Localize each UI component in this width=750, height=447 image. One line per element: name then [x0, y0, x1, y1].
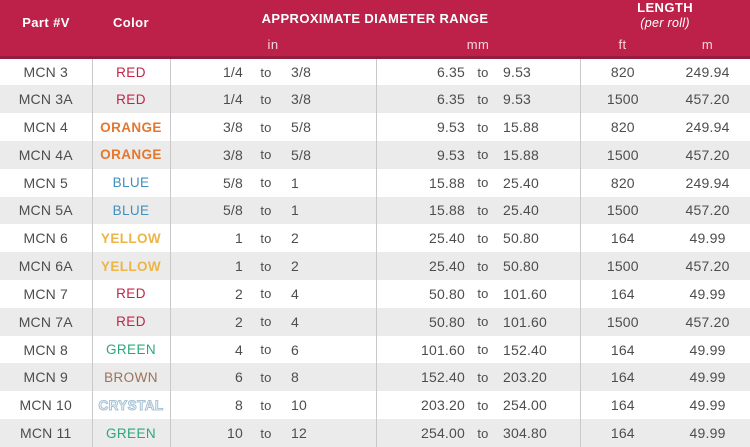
diameter-in-max-cell: 12 [284, 419, 376, 447]
range-to-label: to [470, 169, 496, 197]
range-to-label: to [470, 363, 496, 391]
color-cell: CRYSTAL [92, 391, 170, 419]
diameter-in-min-cell: 3/8 [170, 113, 248, 141]
color-cell: ORANGE [92, 113, 170, 141]
length-m-cell: 49.99 [665, 336, 750, 364]
diameter-in-min-cell: 1/4 [170, 85, 248, 113]
length-ft-cell: 1500 [580, 197, 665, 225]
table-row [0, 419, 750, 447]
part-number-cell: MCN 6 [0, 224, 92, 252]
range-to-label: to [470, 308, 496, 336]
part-number-cell: MCN 9 [0, 363, 92, 391]
range-to-label: to [470, 391, 496, 419]
length-m-cell: 457.20 [665, 252, 750, 280]
range-to-label: to [470, 141, 496, 169]
length-ft-cell: 1500 [580, 85, 665, 113]
range-to-label: to [248, 419, 284, 447]
diameter-mm-min-cell: 101.60 [376, 336, 470, 364]
table-body [0, 58, 750, 447]
range-to-label: to [248, 336, 284, 364]
unit-header-m: m [665, 37, 750, 58]
length-ft-cell: 1500 [580, 252, 665, 280]
length-ft-cell: 164 [580, 280, 665, 308]
diameter-mm-min-cell: 25.40 [376, 224, 470, 252]
color-cell: ORANGE [92, 141, 170, 169]
range-to-label: to [470, 252, 496, 280]
range-to-label: to [470, 85, 496, 113]
length-ft-cell: 820 [580, 113, 665, 141]
range-to-label: to [470, 113, 496, 141]
diameter-in-max-cell: 4 [284, 308, 376, 336]
diameter-in-min-cell: 8 [170, 391, 248, 419]
length-ft-cell: 164 [580, 363, 665, 391]
range-to-label: to [470, 224, 496, 252]
range-to-label: to [248, 113, 284, 141]
diameter-in-max-cell: 2 [284, 252, 376, 280]
diameter-mm-min-cell: 9.53 [376, 141, 470, 169]
length-ft-cell: 820 [580, 169, 665, 197]
length-ft-cell: 164 [580, 336, 665, 364]
range-to-label: to [248, 308, 284, 336]
diameter-range-header: APPROXIMATE DIAMETER RANGE [170, 0, 580, 37]
diameter-mm-max-cell: 9.53 [496, 85, 580, 113]
diameter-mm-min-cell: 6.35 [376, 58, 470, 86]
diameter-in-max-cell: 2 [284, 224, 376, 252]
length-m-cell: 457.20 [665, 197, 750, 225]
diameter-in-min-cell: 6 [170, 363, 248, 391]
length-m-cell: 49.99 [665, 391, 750, 419]
range-to-label: to [248, 280, 284, 308]
diameter-in-max-cell: 3/8 [284, 85, 376, 113]
diameter-in-min-cell: 2 [170, 308, 248, 336]
part-number-cell: MCN 3 [0, 58, 92, 86]
length-m-cell: 49.99 [665, 224, 750, 252]
diameter-in-min-cell: 1 [170, 224, 248, 252]
table-row [0, 252, 750, 280]
part-number-cell: MCN 8 [0, 336, 92, 364]
part-column-header[interactable] [0, 0, 92, 58]
part-number-cell: MCN 7 [0, 280, 92, 308]
range-to-label: to [248, 58, 284, 86]
diameter-in-min-cell: 2 [170, 280, 248, 308]
diameter-in-max-cell: 1 [284, 169, 376, 197]
length-ft-cell: 164 [580, 224, 665, 252]
range-to-label: to [470, 419, 496, 447]
color-cell: GREEN [92, 419, 170, 447]
color-cell: RED [92, 58, 170, 86]
table-row [0, 308, 750, 336]
table-row [0, 169, 750, 197]
diameter-mm-max-cell: 9.53 [496, 58, 580, 86]
diameter-mm-max-cell: 25.40 [496, 169, 580, 197]
table-row [0, 197, 750, 225]
range-to-label: to [248, 169, 284, 197]
range-to-label: to [248, 224, 284, 252]
diameter-in-min-cell: 5/8 [170, 169, 248, 197]
diameter-in-min-cell: 5/8 [170, 197, 248, 225]
table-row [0, 113, 750, 141]
diameter-mm-min-cell: 15.88 [376, 169, 470, 197]
diameter-in-max-cell: 4 [284, 280, 376, 308]
part-number-cell: MCN 7A [0, 308, 92, 336]
length-m-cell: 249.94 [665, 169, 750, 197]
diameter-mm-max-cell: 15.88 [496, 113, 580, 141]
range-to-label: to [248, 363, 284, 391]
diameter-mm-max-cell: 304.80 [496, 419, 580, 447]
length-m-cell: 49.99 [665, 280, 750, 308]
range-to-label: to [470, 197, 496, 225]
length-m-cell: 457.20 [665, 141, 750, 169]
table-row [0, 141, 750, 169]
diameter-in-min-cell: 10 [170, 419, 248, 447]
part-number-cell: MCN 5 [0, 169, 92, 197]
unit-header-mm: mm [376, 37, 580, 58]
diameter-mm-max-cell: 203.20 [496, 363, 580, 391]
length-m-cell: 457.20 [665, 308, 750, 336]
diameter-mm-max-cell: 15.88 [496, 141, 580, 169]
length-m-cell: 249.94 [665, 113, 750, 141]
range-to-label: to [470, 280, 496, 308]
diameter-in-min-cell: 3/8 [170, 141, 248, 169]
color-cell: BLUE [92, 169, 170, 197]
diameter-mm-max-cell: 50.80 [496, 224, 580, 252]
diameter-in-max-cell: 6 [284, 336, 376, 364]
diameter-mm-max-cell: 101.60 [496, 308, 580, 336]
color-cell: YELLOW [92, 224, 170, 252]
length-ft-cell: 164 [580, 391, 665, 419]
diameter-mm-max-cell: 25.40 [496, 197, 580, 225]
part-number-cell: MCN 6A [0, 252, 92, 280]
diameter-in-max-cell: 3/8 [284, 58, 376, 86]
chevron-down-icon: V [60, 14, 70, 30]
table-header [0, 0, 750, 58]
table-row [0, 58, 750, 86]
color-cell: BROWN [92, 363, 170, 391]
table-row [0, 363, 750, 391]
length-header [580, 0, 750, 37]
length-ft-cell: 1500 [580, 141, 665, 169]
length-ft-cell: 820 [580, 58, 665, 86]
diameter-mm-min-cell: 50.80 [376, 280, 470, 308]
diameter-in-min-cell: 4 [170, 336, 248, 364]
unit-header-in: in [170, 37, 376, 58]
diameter-in-max-cell: 10 [284, 391, 376, 419]
diameter-mm-max-cell: 152.40 [496, 336, 580, 364]
length-header-label: LENGTH [637, 0, 693, 15]
diameter-in-min-cell: 1/4 [170, 58, 248, 86]
range-to-label: to [248, 197, 284, 225]
color-cell: BLUE [92, 197, 170, 225]
diameter-in-min-cell: 1 [170, 252, 248, 280]
length-ft-cell: 1500 [580, 308, 665, 336]
color-cell: RED [92, 280, 170, 308]
diameter-in-max-cell: 1 [284, 197, 376, 225]
range-to-label: to [248, 252, 284, 280]
range-to-label: to [248, 141, 284, 169]
table-row [0, 280, 750, 308]
length-m-cell: 249.94 [665, 58, 750, 86]
length-m-cell: 457.20 [665, 85, 750, 113]
length-per-roll-label: (per roll) [640, 15, 690, 30]
part-header-label: Part # [22, 14, 61, 30]
part-number-cell: MCN 4A [0, 141, 92, 169]
color-cell: YELLOW [92, 252, 170, 280]
diameter-in-max-cell: 8 [284, 363, 376, 391]
diameter-mm-min-cell: 9.53 [376, 113, 470, 141]
diameter-mm-min-cell: 50.80 [376, 308, 470, 336]
diameter-mm-min-cell: 254.00 [376, 419, 470, 447]
table-row [0, 85, 750, 113]
part-number-cell: MCN 11 [0, 419, 92, 447]
length-m-cell: 49.99 [665, 419, 750, 447]
diameter-mm-min-cell: 25.40 [376, 252, 470, 280]
diameter-mm-max-cell: 101.60 [496, 280, 580, 308]
diameter-in-max-cell: 5/8 [284, 113, 376, 141]
diameter-mm-min-cell: 203.20 [376, 391, 470, 419]
part-number-cell: MCN 10 [0, 391, 92, 419]
range-to-label: to [470, 336, 496, 364]
range-to-label: to [470, 58, 496, 86]
diameter-in-max-cell: 5/8 [284, 141, 376, 169]
length-ft-cell: 164 [580, 419, 665, 447]
diameter-mm-min-cell: 152.40 [376, 363, 470, 391]
part-number-cell: MCN 5A [0, 197, 92, 225]
range-to-label: to [248, 85, 284, 113]
length-m-cell: 49.99 [665, 363, 750, 391]
table-row [0, 336, 750, 364]
part-number-cell: MCN 3A [0, 85, 92, 113]
table-row [0, 224, 750, 252]
color-cell: RED [92, 308, 170, 336]
color-cell: GREEN [92, 336, 170, 364]
diameter-mm-max-cell: 254.00 [496, 391, 580, 419]
part-number-cell: MCN 4 [0, 113, 92, 141]
table-row [0, 391, 750, 419]
diameter-mm-min-cell: 6.35 [376, 85, 470, 113]
diameter-mm-max-cell: 50.80 [496, 252, 580, 280]
color-column-header: Color [92, 0, 170, 58]
range-to-label: to [248, 391, 284, 419]
color-cell: RED [92, 85, 170, 113]
diameter-mm-min-cell: 15.88 [376, 197, 470, 225]
unit-header-ft: ft [580, 37, 665, 58]
